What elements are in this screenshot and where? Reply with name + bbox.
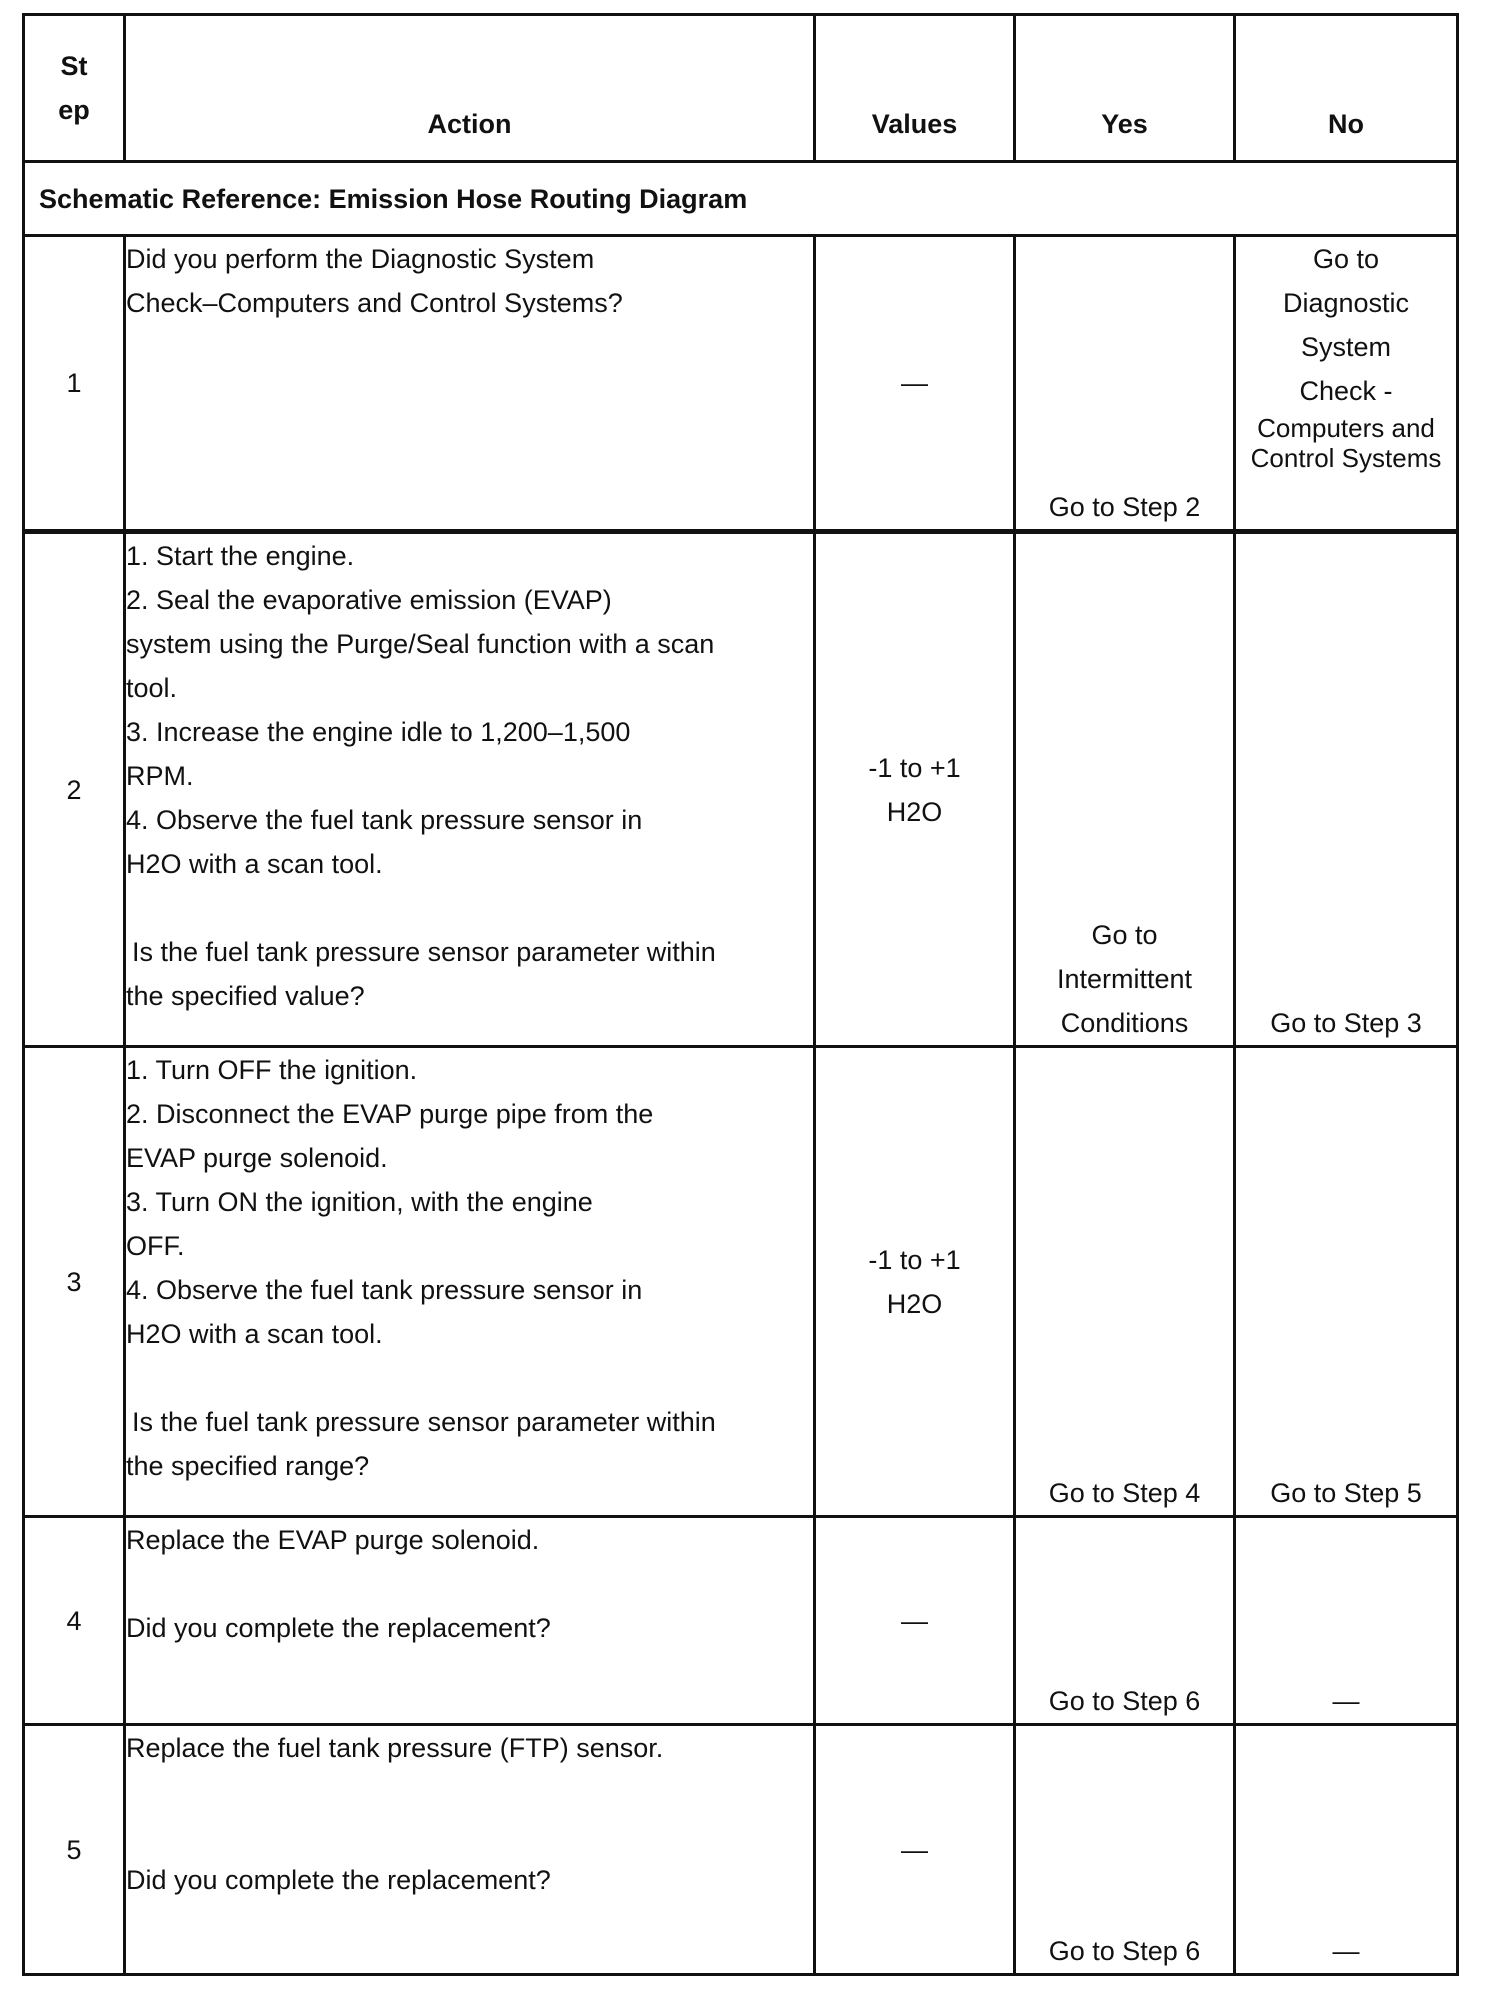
step-number: 5	[24, 1725, 125, 1975]
table-row	[24, 236, 1458, 532]
header-no: No	[1235, 15, 1458, 162]
step-number: 4	[24, 1517, 125, 1725]
header-step-line2: ep	[58, 95, 90, 125]
values-cell: —	[815, 1725, 1015, 1975]
action-line: Did you perform the Diagnostic System	[126, 244, 595, 274]
action-line: Replace the fuel tank pressure (FTP) sensor.	[126, 1733, 664, 1763]
action-line: RPM.	[126, 761, 194, 791]
action-line: 2. Disconnect the EVAP purge pipe from the	[126, 1099, 654, 1129]
values-line: H2O	[886, 796, 943, 827]
yes-link[interactable]: Go to Step 6	[1015, 1517, 1235, 1725]
schematic-reference-row	[24, 162, 1458, 236]
action-line: 4. Observe the fuel tank pressure sensor in	[126, 805, 643, 835]
values-cell	[815, 532, 1015, 1047]
question-line: the specified range?	[126, 1451, 370, 1481]
values-cell	[815, 1047, 1015, 1517]
action-line: Check–Computers and Control Systems?	[126, 288, 623, 318]
no-line: System	[1300, 332, 1392, 362]
no-link[interactable]: Go to Step 5	[1235, 1047, 1458, 1517]
action-line: tool.	[126, 673, 178, 703]
question-line: Did you complete the replacement?	[126, 1865, 551, 1895]
values-line: -1 to +1	[868, 752, 961, 783]
action-line: 2. Seal the evaporative emission (EVAP)	[126, 585, 612, 615]
yes-line: Go to	[1091, 920, 1158, 950]
no-cell: —	[1235, 1725, 1458, 1975]
question-line: Is the fuel tank pressure sensor parameter within	[132, 1407, 716, 1437]
no-line: Control Systems	[1250, 443, 1442, 473]
no-line: Go to	[1312, 244, 1380, 274]
step-number: 2	[24, 532, 125, 1047]
question-line: Did you complete the replacement?	[126, 1613, 551, 1643]
action-cell	[125, 1517, 815, 1725]
table-row	[24, 1517, 1458, 1725]
yes-line: Conditions	[1060, 1008, 1189, 1038]
no-line: Diagnostic	[1282, 288, 1410, 318]
action-line: H2O with a scan tool.	[126, 849, 383, 879]
table-row	[24, 1725, 1458, 1975]
table-row	[24, 1047, 1458, 1517]
header-values: Values	[815, 15, 1015, 162]
header-step-line1: St	[60, 51, 88, 81]
action-line: 3. Turn ON the ignition, with the engine	[126, 1187, 593, 1217]
action-line: Replace the EVAP purge solenoid.	[126, 1525, 540, 1555]
yes-link[interactable]: Go to Step 2	[1015, 236, 1235, 532]
schematic-reference: Schematic Reference: Emission Hose Routing Diagram	[24, 162, 1458, 236]
action-line: system using the Purge/Seal function with a scan	[126, 629, 715, 659]
action-line: EVAP purge solenoid.	[126, 1143, 388, 1173]
header-yes: Yes	[1015, 15, 1235, 162]
no-line: Computers and	[1257, 413, 1435, 443]
no-cell: —	[1235, 1517, 1458, 1725]
yes-link[interactable]: Go to Step 4	[1015, 1047, 1235, 1517]
yes-link[interactable]	[1015, 532, 1235, 1047]
values-line: H2O	[886, 1288, 943, 1319]
action-line: H2O with a scan tool.	[126, 1319, 383, 1349]
no-link[interactable]: Go to Step 3	[1235, 532, 1458, 1047]
no-link[interactable]	[1235, 236, 1458, 532]
action-line: 4. Observe the fuel tank pressure sensor in	[126, 1275, 643, 1305]
values-cell: —	[815, 236, 1015, 532]
action-cell	[125, 532, 815, 1047]
yes-line: Intermittent	[1056, 964, 1193, 994]
yes-link[interactable]: Go to Step 6	[1015, 1725, 1235, 1975]
values-cell: —	[815, 1517, 1015, 1725]
header-step	[24, 15, 125, 162]
table-row	[24, 532, 1458, 1047]
step-number: 3	[24, 1047, 125, 1517]
header-action: Action	[125, 15, 815, 162]
step-number: 1	[24, 236, 125, 532]
action-cell	[125, 1725, 815, 1975]
action-line: OFF.	[126, 1231, 185, 1261]
header-row	[24, 15, 1458, 162]
question-line: Is the fuel tank pressure sensor parameter within	[132, 937, 716, 967]
question-line: the specified value?	[126, 981, 365, 1011]
no-line: Check -	[1299, 376, 1393, 406]
diagnostic-table	[22, 13, 1459, 1976]
action-line: 3. Increase the engine idle to 1,200–1,500	[126, 717, 631, 747]
action-line: 1. Start the engine.	[126, 541, 355, 571]
values-line: -1 to +1	[868, 1244, 961, 1275]
action-cell	[125, 1047, 815, 1517]
action-line: 1. Turn OFF the ignition.	[126, 1055, 418, 1085]
action-cell	[125, 236, 815, 532]
